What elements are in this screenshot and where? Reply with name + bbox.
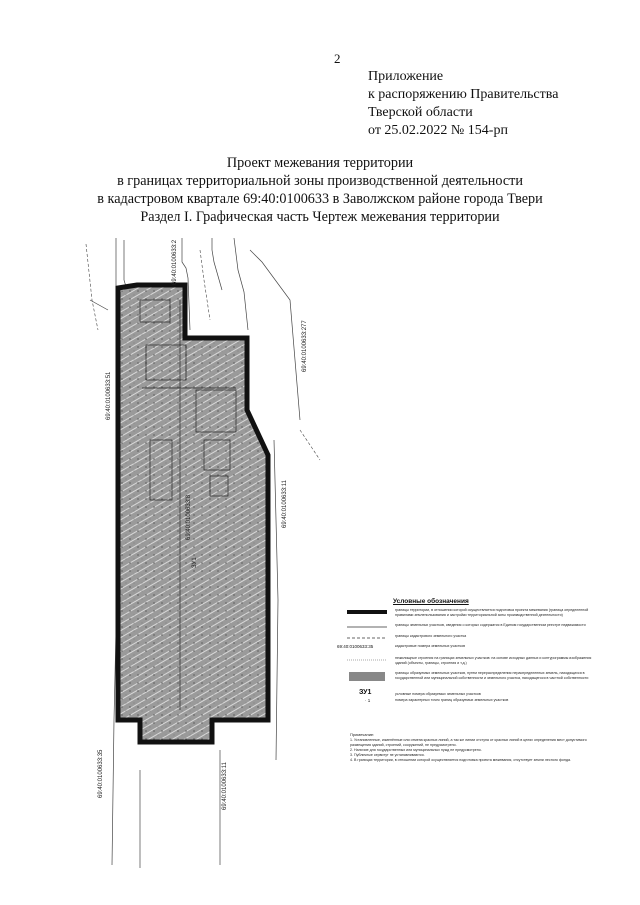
cadastral-label: 69:40:0100633:2 <box>172 239 178 285</box>
legend-text: условные номера образуемых земельных участков <box>395 692 481 696</box>
cadastral-label: 69:40:0100633:51 <box>106 371 112 420</box>
legend-symbol <box>345 656 389 666</box>
cadastral-label: 69:40:0100633:11 <box>222 762 228 810</box>
legend-symbol <box>345 608 389 618</box>
cadastral-label: 69:40:0100633:277 <box>302 320 308 372</box>
legend-text: кадастровые номера земельных участков <box>395 644 466 648</box>
title-line: в границах территориальной зоны производственной деятельности <box>117 173 523 189</box>
legend-symbol-text: 69:40:0100633:35 <box>337 644 374 649</box>
legend-text: границы территории, в отношении которой осуществляется подготовка проекта межевания (граница определенной правилами землепользования и застройки территориальной зоны производственной деятельности) <box>395 608 589 617</box>
title-line: в кадастровом квартале 69:40:0100633 в Заволжском районе города Твери <box>97 191 543 207</box>
appendix-line: Приложение <box>368 69 444 84</box>
legend-symbol <box>345 623 389 633</box>
note-item: 1. Установленные, изменённые или отмена красных линий, а так же линии отступа от красных линий в целях определения мест допустимого размещения зданий, строений, сооружений, не предусмотрено. <box>350 738 587 747</box>
legend-text: границы земельных участков, сведения о которых содержатся в Едином государственном реестре недвижимости <box>395 623 586 627</box>
notes-block <box>350 732 590 763</box>
note-item: 3. Публичные сервитут не устанавливаются. <box>350 753 425 757</box>
document-title <box>60 154 580 226</box>
note-item: 4. В границах территории, в отношении которой осуществляется подготовка проекта межевания, отсутствует земли лесного фонда. <box>350 758 571 762</box>
appendix-line: к распоряжению Правительства <box>368 87 559 102</box>
legend-text: границы образуемых земельных участков, путем перераспределения нераспределенных земель, находящихся в государственной или муниципальной собственности и земельного участка, находящегося в частной собственности <box>395 671 589 680</box>
legend-title: Условные обозначения <box>393 598 469 605</box>
legend-text: нежилищные строения на границах земельных участков: на основе исходных данных и контурограммы изображения зданий (объекты, границы, строения и т.д.) <box>395 656 592 665</box>
appendix-line: от 25.02.2022 № 154-рп <box>368 123 508 138</box>
title-line: Проект межевания территории <box>226 155 414 171</box>
cadastral-label: 69:40:0100633:11 <box>282 480 288 528</box>
page-number: 2 <box>334 51 341 66</box>
cadastral-label: 69:40:0100633:35 <box>98 749 104 798</box>
survey-map <box>60 232 360 868</box>
notes-title: Примечание: <box>350 732 375 737</box>
legend-text: границы кадастрового земельного участка <box>395 634 467 638</box>
legend-symbol <box>345 671 389 683</box>
parcel-label: ЗУ1 <box>192 557 198 568</box>
appendix-line: Тверской области <box>368 105 473 120</box>
appendix-block <box>368 68 558 140</box>
title-line: Раздел I. Графическая часть Чертеж межевания территории <box>140 209 500 225</box>
cadastral-label: 69:40:0100633:8 <box>186 494 192 540</box>
legend-symbol-text: · 1 <box>365 698 371 703</box>
note-item: 2. Наличие для государственных или муниципальных нужд не предусмотрено. <box>350 748 482 752</box>
legend-symbol-text: ЗУ1 <box>359 689 372 696</box>
legend-text: номера характерных точек границ образуемых земельных участков <box>395 698 509 702</box>
legend-symbol <box>345 634 389 644</box>
